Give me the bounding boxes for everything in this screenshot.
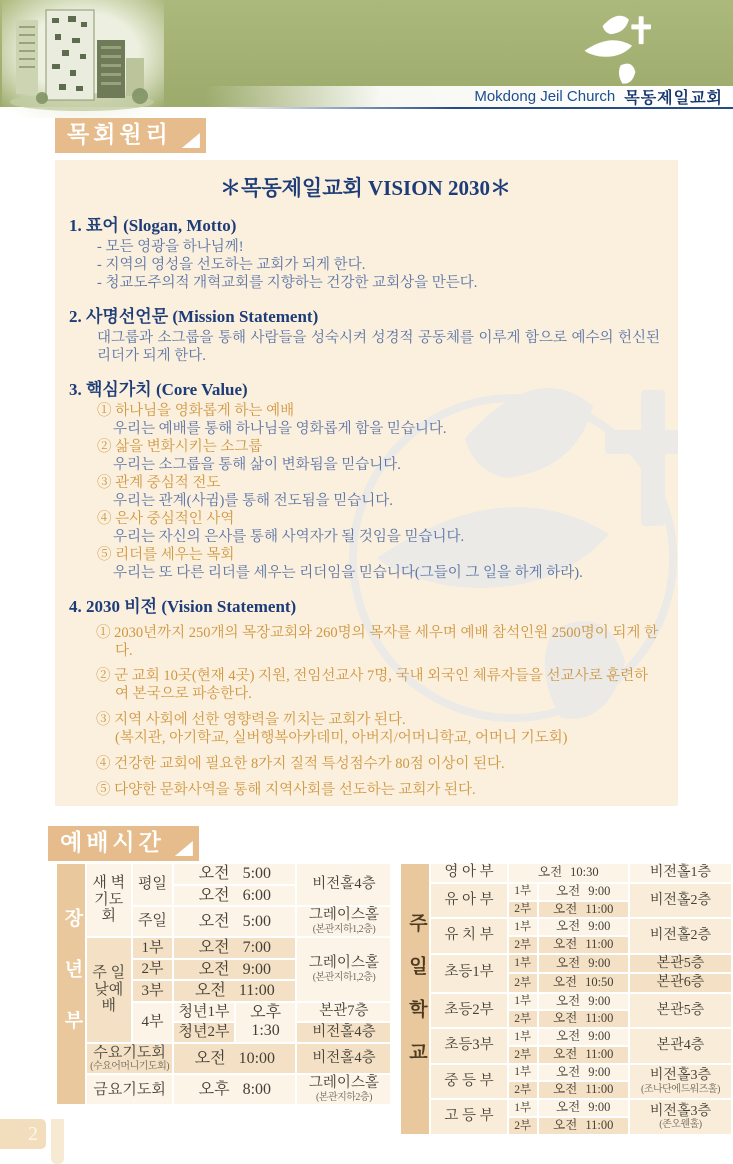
wednesday-prayer-label: 수요기도회 (수요어머니기도회) — [86, 1043, 173, 1075]
worship-cell: 오전 9:00 — [538, 883, 629, 901]
worship-cell: 2부 — [508, 901, 538, 919]
worship-cell: 초등2부 — [430, 993, 507, 1029]
vision-panel — [55, 160, 678, 806]
vision-line: ② 군 교회 10곳(현재 4곳) 지원, 전임선교사 7명, 국내 외국인 체류자들을 선교사로 훈련하여 본국으로 파송한다. — [96, 668, 649, 703]
worship-cell: 유 치 부 — [430, 918, 507, 954]
church-name-english: Mokdong Jeil Church — [474, 88, 616, 105]
worship-cell: 주일 — [132, 906, 174, 937]
worship-row — [400, 954, 732, 973]
worship-cell: 1부 — [508, 918, 538, 936]
worship-cell: 오전 6:00 — [173, 885, 296, 907]
vision-title: ＊목동제일교회 VISION 2030＊ — [220, 176, 511, 200]
worship-cell: 3부 — [132, 980, 174, 1002]
worship-cell: 영 아 부 — [430, 863, 507, 883]
worship-cell: 2부 — [508, 1081, 538, 1099]
dawn-prayer-label: 새 벽 기도회 — [86, 863, 132, 937]
worship-cell: 1부 — [132, 937, 174, 959]
worship-cell: 2부 — [508, 1117, 538, 1135]
worship-cell: 오전 9:00 — [538, 954, 629, 973]
worship-row — [56, 863, 391, 885]
worship-time-badge: 예배시간 — [48, 826, 199, 861]
worship-cell: 오전 7:00 — [173, 937, 296, 959]
worship-row — [400, 883, 732, 901]
worship-row — [400, 1099, 732, 1117]
worship-cell: 오후 1:30 — [235, 1002, 297, 1043]
worship-cell: 오전 9:00 — [538, 1028, 629, 1046]
worship-row — [56, 1074, 391, 1105]
worship-row — [56, 937, 391, 959]
worship-cell: 고 등 부 — [430, 1099, 507, 1135]
church-name-korean: 목동제일교회 — [624, 90, 723, 107]
worship-cell: 오전 5:00 — [173, 863, 296, 885]
worship-cell: 초등3부 — [430, 1028, 507, 1064]
church-name-strip — [0, 86, 733, 107]
worship-cell: 1부 — [508, 1064, 538, 1082]
adult-worship-table — [55, 862, 392, 1106]
vision-section — [69, 375, 662, 583]
worship-cell: 비전홀2층 — [629, 883, 732, 919]
worship-cell: 오전 5:00 — [173, 906, 296, 937]
worship-cell: 오전 11:00 — [538, 1046, 629, 1064]
worship-row — [400, 993, 732, 1011]
vision-line: ① 하나님을 영화롭게 하는 예배 — [97, 402, 295, 419]
worship-cell: 본관6층 — [629, 973, 732, 992]
worship-row — [56, 1043, 391, 1075]
worship-cell: 2부 — [508, 1046, 538, 1064]
section-heading: 3. 핵심가치 (Core Value) — [69, 379, 248, 399]
vision-line: ⑤ 다양한 문화사역을 통해 지역사회를 선도하는 교회가 된다. — [96, 782, 476, 799]
worship-cell: 오전 11:00 — [538, 1010, 629, 1028]
worship-cell: 초등1부 — [430, 954, 507, 993]
vision-line: 우리는 또 다른 리더를 세우는 리더임을 믿습니다(그들이 그 일을 하게 하라). — [113, 564, 583, 581]
worship-row — [400, 1028, 732, 1046]
vision-line: - 청교도주의적 개혁교회를 지향하는 건강한 교회상을 만든다. — [97, 274, 478, 291]
worship-row — [400, 863, 732, 883]
vertical-header-sunday-school: 주일학교 — [400, 863, 430, 1135]
vision-line: ③ 지역 사회에 선한 영향력을 끼치는 교회가 된다. — [96, 712, 406, 729]
worship-cell: 오전 11:00 — [173, 980, 296, 1002]
worship-cell: 비전홀2층 — [629, 918, 732, 954]
worship-cell: 오전 9:00 — [538, 918, 629, 936]
worship-cell: 청년2부 — [173, 1022, 234, 1043]
worship-cell: 비전홀4층 — [296, 863, 391, 906]
worship-cell: 청년1부 — [173, 1002, 234, 1023]
worship-cell: 비전홀3층 (존오웬홀) — [629, 1099, 732, 1135]
worship-cell: 그레이스홀 (본관지하1,2층) — [296, 906, 391, 937]
vision-sections — [69, 211, 662, 806]
worship-cell: 그레이스홀 (본관지하2층) — [296, 1074, 391, 1105]
vision-line: 대그룹과 소그룹을 통해 사람들을 성숙시켜 성경적 공동체를 이루게 함으로 예수의 헌신된 리더가 되게 한다. — [97, 329, 660, 364]
vision-line: (복지관, 아기학교, 실버행복아카데미, 아버지/어머니학교, 어머니 기도회) — [115, 730, 568, 747]
vertical-header-adult: 장년부 — [56, 863, 86, 1105]
sunday-school-table — [399, 862, 733, 1136]
worship-cell: 오전 11:00 — [538, 901, 629, 919]
friday-prayer-label: 금요기도회 — [86, 1074, 173, 1105]
vision-line: 우리는 자신의 은사를 통해 사역자가 될 것임을 믿습니다. — [113, 528, 465, 545]
worship-cell: 비전홀4층 — [296, 1022, 391, 1043]
worship-cell: 비전홀3층 (조나단에드워즈홀) — [629, 1064, 732, 1100]
vision-line: 우리는 예배를 통해 하나님을 영화롭게 함을 믿습니다. — [113, 420, 447, 437]
worship-cell: 본관7층 — [296, 1002, 391, 1023]
vision-section — [69, 592, 662, 806]
worship-cell: 오전 10:50 — [538, 973, 629, 992]
worship-row — [400, 1064, 732, 1082]
worship-cell: 본관5층 — [629, 993, 732, 1029]
vision-line: ④ 건강한 교회에 필요한 8가지 질적 특성점수가 80점 이상이 된다. — [96, 756, 505, 773]
worship-cell: 오전 10:00 — [173, 1043, 296, 1075]
worship-cell: 1부 — [508, 993, 538, 1011]
worship-cell: 오전 9:00 — [538, 993, 629, 1011]
worship-cell: 오전 11:00 — [538, 1117, 629, 1135]
worship-cell: 오전 10:30 — [508, 863, 629, 883]
worship-cell: 2부 — [508, 973, 538, 992]
vision-line: ④ 은사 중심적인 사역 — [97, 510, 235, 527]
worship-cell: 오전 11:00 — [538, 936, 629, 954]
worship-row — [400, 918, 732, 936]
worship-cell: 2부 — [132, 959, 174, 981]
worship-tables — [55, 862, 733, 1136]
section-heading: 1. 표어 (Slogan, Motto) — [69, 216, 237, 235]
worship-cell: 본관4층 — [629, 1028, 732, 1064]
page-number — [0, 1119, 46, 1149]
worship-cell: 오전 9:00 — [538, 1064, 629, 1082]
worship-cell: 비전홀1층 — [629, 863, 732, 883]
vision-section — [69, 302, 662, 366]
page-number-strip — [51, 1119, 64, 1164]
vision-line: 우리는 소그룹을 통해 삶이 변화됨을 믿습니다. — [113, 456, 401, 473]
vision-line: ② 삶을 변화시키는 소그룹 — [97, 438, 263, 455]
worship-cell: 1부 — [508, 883, 538, 901]
sunday-service-label: 주 일 낮예배 — [86, 937, 132, 1043]
worship-cell: 오후 8:00 — [173, 1074, 296, 1105]
worship-cell: 유 아 부 — [430, 883, 507, 919]
vision-line: 우리는 관계(사귐)를 통해 전도됨을 믿습니다. — [113, 492, 393, 509]
vision-line: - 모든 영광을 하나님께! — [97, 239, 244, 255]
worship-cell: 1부 — [508, 954, 538, 973]
worship-cell: 평일 — [132, 863, 174, 906]
worship-cell: 본관5층 — [629, 954, 732, 973]
worship-cell: 1부 — [508, 1099, 538, 1117]
pastoral-principles-badge: 목회원리 — [55, 118, 206, 153]
vision-section — [69, 211, 662, 293]
vision-line: ⑤ 리더를 세우는 목회 — [97, 546, 235, 563]
worship-cell: 오전 9:00 — [173, 959, 296, 981]
dove-cross-logo — [576, 8, 662, 90]
worship-cell: 그레이스홀 (본관지하1,2층) — [296, 937, 391, 1002]
vision-line: - 지역의 영성을 선도하는 교회가 되게 한다. — [97, 256, 366, 273]
worship-cell: 오전 11:00 — [538, 1081, 629, 1099]
vision-line: ① 2030년까지 250개의 목장교회와 260명의 목자를 세우며 예배 참석인원 2500명이 되게 한다. — [96, 624, 659, 659]
worship-cell: 2부 — [508, 936, 538, 954]
worship-cell: 중 등 부 — [430, 1064, 507, 1100]
worship-cell: 비전홀4층 — [296, 1043, 391, 1075]
worship-cell: 오전 9:00 — [538, 1099, 629, 1117]
vision-line: ③ 관계 중심적 전도 — [97, 474, 221, 491]
section-heading: 2. 사명선언문 (Mission Statement) — [69, 306, 319, 326]
worship-cell: 1부 — [508, 1028, 538, 1046]
worship-cell: 2부 — [508, 1010, 538, 1028]
section-heading: 4. 2030 비전 (Vision Statement) — [69, 596, 297, 616]
worship-cell: 4부 — [132, 1002, 174, 1043]
page-number-value: 2 — [28, 1122, 38, 1145]
